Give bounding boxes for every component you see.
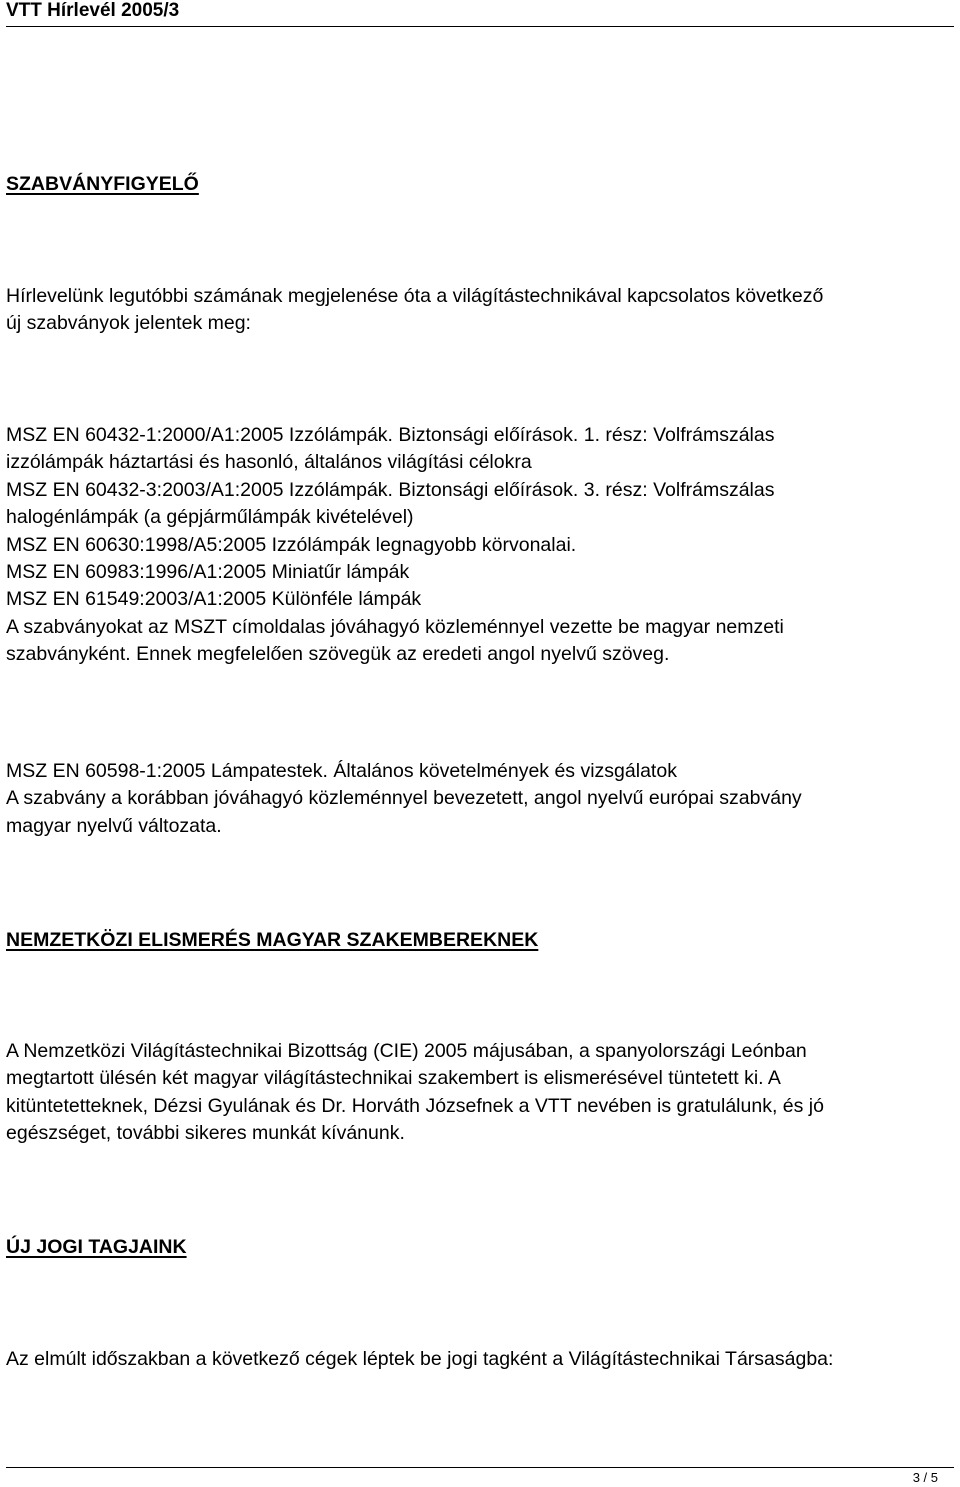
newsletter-title: VTT Hírlevél 2005/3: [6, 0, 180, 21]
standard-entry: halogénlámpák (a gépjárműlámpák kivételével): [6, 506, 414, 529]
paragraph-line: Az elmúlt időszakban a következő cégek léptek be jogi tagként a Világítástechnikai Társaságba:: [6, 1348, 834, 1370]
paragraph-line: A Nemzetközi Világítástechnikai Bizottság (CIE) 2005 májusában, a spanyolországi Leónban: [6, 1040, 807, 1062]
paragraph-line: megtartott ülésén két magyar világítástechnikai szakembert is elismerésével tüntetett ki. A: [6, 1067, 781, 1090]
standard-entry: MSZ EN 60630:1998/A5:2005 Izzólámpák legnagyobb körvonalai.: [6, 533, 577, 556]
standard-note: szabványként. Ennek megfelelően szövegük az eredeti angol nyelvű szöveg.: [6, 643, 670, 666]
standard-note: A szabvány a korábban jóváhagyó közleménnyel bevezetett, angol nyelvű európai szabvány: [6, 787, 802, 810]
standard-note: A szabványokat az MSZT címoldalas jóváhagyó közleménnyel vezette be magyar nemzeti: [6, 615, 784, 638]
standard-entry: MSZ EN 60432-1:2000/A1:2005 Izzólámpák. Biztonsági előírások. 1. rész: Volfrámszálas: [6, 424, 775, 446]
standard-entry: MSZ EN 60432-3:2003/A1:2005 Izzólámpák. Biztonsági előírások. 3. rész: Volfrámszálas: [6, 478, 775, 501]
paragraph-line: egészséget, további sikeres munkát kívánunk.: [6, 1122, 405, 1145]
recognition-body: [6, 1038, 960, 1148]
footer-divider: [6, 1467, 954, 1468]
standards-intro: [6, 283, 960, 338]
standard-entry: MSZ EN 60598-1:2005 Lámpatestek. Általános követelmények és vizsgálatok: [6, 760, 677, 782]
paragraph-line: Hírlevelünk legutóbbi számának megjelenése óta a világítástechnikával kapcsolatos következő: [6, 285, 824, 307]
recognition-heading: NEMZETKÖZI ELISMERÉS MAGYAR SZAKEMBEREKNEK: [6, 929, 539, 951]
paragraph-line: új szabványok jelentek meg:: [6, 312, 251, 335]
standard-entry: izzólámpák háztartási és hasonló, általános világítási célokra: [6, 451, 532, 474]
standards-list: [6, 422, 960, 669]
members-body: [6, 1346, 960, 1373]
members-heading: ÚJ JOGI TAGJAINK: [6, 1236, 187, 1258]
standard-entry: MSZ EN 60983:1996/A1:2005 Miniatűr lámpák: [6, 561, 410, 584]
header-divider: [6, 26, 954, 27]
standards-heading: SZABVÁNYFIGYELŐ: [6, 173, 199, 195]
standards-extra: [6, 758, 960, 840]
paragraph-line: kitüntetetteknek, Dézsi Gyulának és Dr. Horváth Józsefnek a VTT nevében is gratulálunk, és jó: [6, 1094, 824, 1117]
standard-entry: MSZ EN 61549:2003/A1:2005 Különféle lámpák: [6, 588, 422, 611]
page-number: 3 / 5: [912, 1470, 938, 1485]
standard-note: magyar nyelvű változata.: [6, 814, 222, 837]
